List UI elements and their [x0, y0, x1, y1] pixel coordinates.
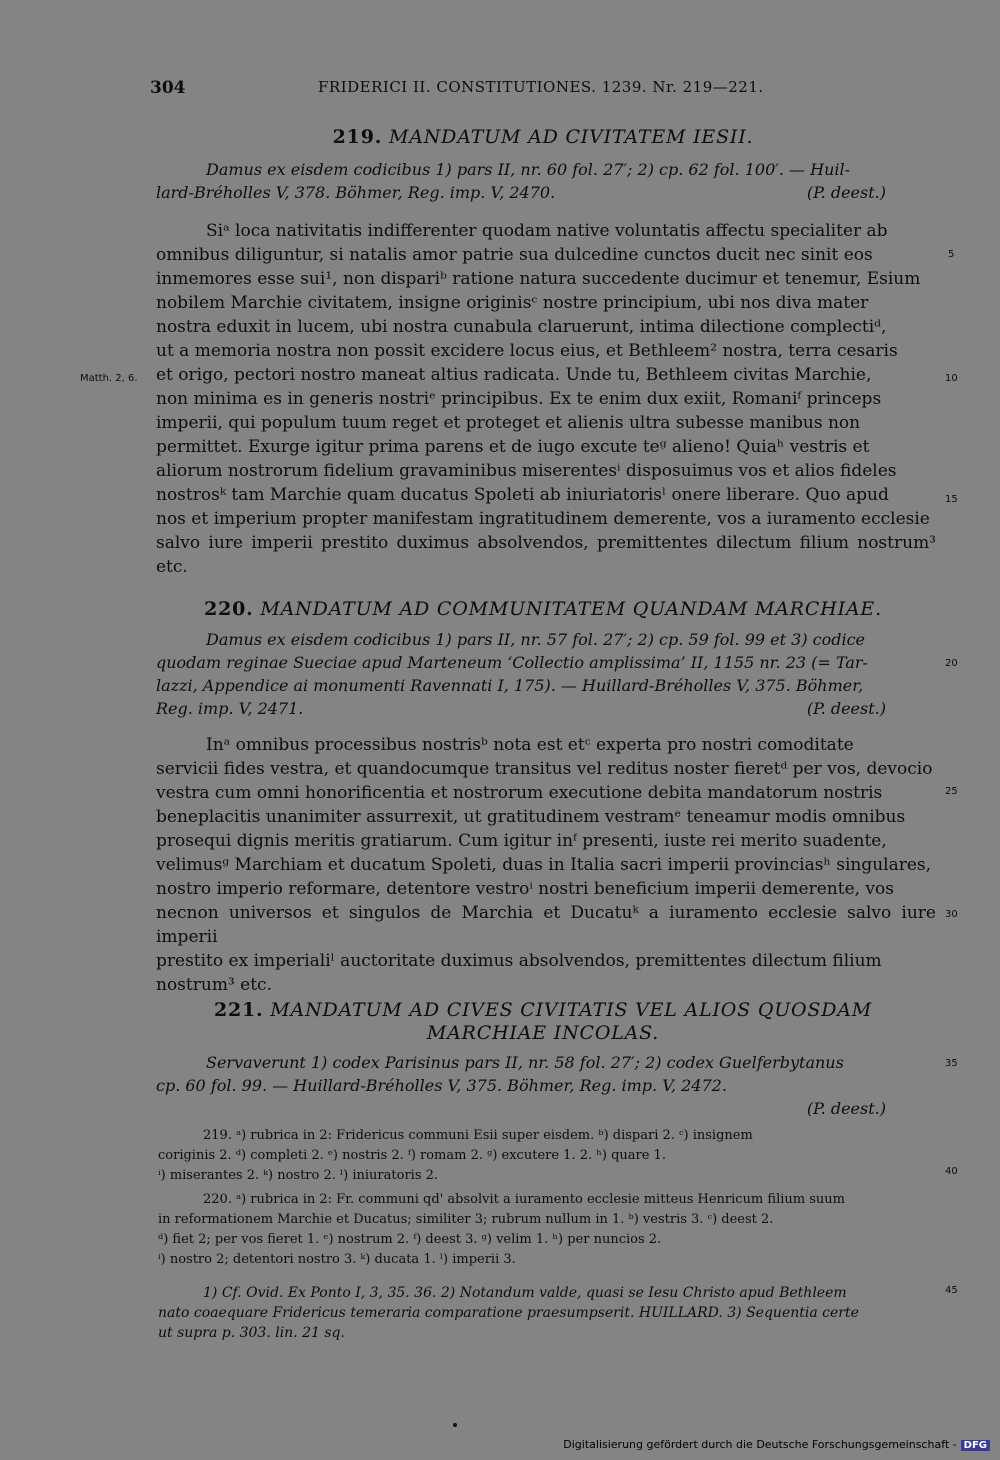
- text-line: non minima es in generis nostriᵉ principibus. Ex te enim dux exiit, Romaniᶠ princeps: [156, 389, 882, 409]
- text-line: vestra cum omni honorificentia et nostrorum executione debita mandatorum nostris: [156, 783, 883, 803]
- doc-title-text: MANDATUM AD COMMUNITATEM QUANDAM MARCHIAE.: [260, 598, 882, 620]
- text-line: Siᵃ loca nativitatis indifferenter quodam native voluntatis affectu specialiter ab: [206, 221, 888, 241]
- note-line: ᵈ) fiet 2; per vos fieret 1. ᵉ) nostrum 2. ᶠ) deest 3. ᵍ) velim 1. ʰ) per nuncios 2.: [158, 1232, 662, 1247]
- text-line: beneplacitis unanimiter assurrexit, ut gratitudinem vestramᵉ teneamur modis omnibus: [156, 807, 906, 827]
- doc-221-title: [150, 999, 936, 1021]
- line-number: 35: [945, 1058, 958, 1069]
- dfg-logo: DFG: [961, 1440, 990, 1451]
- running-title: FRIDERICI II. CONSTITUTIONES. 1239. Nr. 219—221.: [318, 78, 764, 96]
- doc-number: 220.: [204, 598, 254, 620]
- text-line: nos et imperium propter manifestam ingratitudinem demerente, vos a iuramento ecclesie: [156, 509, 930, 529]
- source-line: quodam reginae Sueciae apud Marteneum ‘Collectio amplissima’ II, 1155 nr. 23 (= Tar-: [156, 653, 868, 672]
- text-line: nostra eduxit in lucem, ubi nostra cunabula claruerunt, intima dilectione complectiᵈ,: [156, 317, 887, 337]
- doc-number: 219.: [332, 126, 383, 148]
- line-number: 5: [948, 249, 955, 260]
- text-line: servicii fides vestra, et quandocumque transitus vel reditus noster fieretᵈ per vos, devocio: [156, 759, 933, 779]
- text-line: necnon universos et singulos de Marchia et Ducatuᵏ a iuramento ecclesie salvo iure imperii: [156, 903, 936, 947]
- line-number: 15: [945, 494, 958, 505]
- footnote-line: nato coaequare Fridericus temeraria comparatione praesumpserit. HUILLARD. 3) Sequentia certe: [158, 1305, 859, 1321]
- note-line: 219. ᵃ) rubrica in 2: Fridericus communi Esii super eisdem. ᵇ) dispari 2. ᶜ) insignem: [203, 1128, 753, 1143]
- line-number: 25: [945, 786, 958, 797]
- text-line: salvo iure imperii prestito duximus absolvendos, premittentes dilectum filium nostrum³ etc.: [156, 533, 936, 577]
- text-line: nostrum³ etc.: [156, 975, 272, 995]
- footnotes: [158, 1283, 938, 1343]
- ink-dot: [453, 1423, 457, 1427]
- line-number: 40: [945, 1166, 958, 1177]
- line-number: 45: [945, 1285, 958, 1296]
- source-line: Damus ex eisdem codicibus 1) pars II, nr. 57 fol. 27′; 2) cp. 59 fol. 99 et 3) codice: [206, 630, 866, 649]
- note-line: coriginis 2. ᵈ) completi 2. ᵉ) nostris 2. ᶠ) romam 2. ᵍ) excutere 1. 2. ʰ) quare 1.: [158, 1148, 666, 1163]
- text-line: nostrosᵏ tam Marchie quam ducatus Spoleti ab iniuriatorisˡ onere liberare. Quo apud: [156, 485, 889, 505]
- critical-notes-220: [158, 1190, 938, 1270]
- text-line: prosequi dignis meritis gratiarum. Cum igitur inᶠ presenti, iuste rei merito suadente,: [156, 831, 887, 851]
- line-number: 30: [945, 909, 958, 920]
- source-line: Servaverunt 1) codex Parisinus pars II, nr. 58 fol. 27′; 2) codex Guelferbytanus: [206, 1053, 844, 1072]
- line-number: 20: [945, 658, 958, 669]
- note-line: in reformationem Marchie et Ducatus; similiter 3; rubrum nullum in 1. ᵇ) vestris 3. ᶜ) deest 2.: [158, 1212, 774, 1227]
- footnote-line: ut supra p. 303. lin. 21 sq.: [158, 1325, 345, 1341]
- source-line: cp. 60 fol. 99. — Huillard-Bréholles V, 375. Böhmer, Reg. imp. V, 2472.: [156, 1076, 727, 1095]
- doc-220-text: [156, 733, 936, 997]
- text-line: Inᵃ omnibus processibus nostrisᵇ nota est etᶜ experta pro nostri comoditate: [206, 735, 854, 755]
- text-line: imperii, qui populum tuum reget et proteget et alienis ultra subesse manibus non: [156, 413, 861, 433]
- p-deest: (P. deest.): [806, 1099, 886, 1118]
- text-line: omnibus diliguntur, si natalis amor patrie sua dulcedine cunctos ducit nec sinit eos: [156, 245, 873, 265]
- footnote-line: 1) Cf. Ovid. Ex Ponto I, 3, 35. 36. 2) Notandum valde, quasi se Iesu Christo apud Bethleem: [203, 1285, 847, 1301]
- text-line: aliorum nostrorum fidelium gravaminibus miserentesⁱ disposuimus vos et alios fideles: [156, 461, 897, 481]
- critical-notes-219: [158, 1126, 938, 1186]
- text-line: nostro imperio reformare, detentore vestroⁱ nostri beneficium imperii demerente, vos: [156, 879, 894, 899]
- text-line: permittet. Exurge igitur prima parens et de iugo excute teᵍ alieno! Quiaʰ vestris et: [156, 437, 870, 457]
- p-deest: (P. deest.): [806, 699, 886, 718]
- source-line: Damus ex eisdem codicibus 1) pars II, nr. 60 fol. 27′; 2) cp. 62 fol. 100′. — Huil-: [206, 160, 851, 179]
- doc-221-title-cont: MARCHIAE INCOLAS.: [426, 1022, 660, 1044]
- doc-number: 221.: [213, 999, 264, 1021]
- source-line: lard-Bréholles V, 378. Böhmer, Reg. imp. V, 2470. (P. deest.): [156, 181, 936, 204]
- source-line: Reg. imp. V, 2471. (P. deest.): [156, 697, 936, 720]
- note-line: ⁱ) miserantes 2. ᵏ) nostro 2. ˡ) iniuratoris 2.: [158, 1168, 439, 1183]
- doc-title-text: MANDATUM AD CIVITATEM IESII.: [388, 126, 754, 148]
- note-line: ⁱ) nostro 2; detentori nostro 3. ᵏ) ducata 1. ˡ) imperii 3.: [158, 1252, 516, 1267]
- line-number: 10: [945, 373, 958, 384]
- digitization-credit: [563, 1438, 990, 1451]
- text-line: ut a memoria nostra non possit excidere locus eius, et Bethleem² nostra, terra cesaris: [156, 341, 898, 361]
- doc-219-title: [150, 126, 936, 148]
- text-line: inmemores esse sui¹, non dispariᵇ ratione natura succedente ducimur et tenemur, Esium: [156, 269, 921, 289]
- source-line: lazzi, Appendice ai monumenti Ravennati I, 175). — Huillard-Bréholles V, 375. Böhmer,: [156, 676, 864, 695]
- text-line: nobilem Marchie civitatem, insigne originisᶜ nostre principium, ubi nos diva mater: [156, 293, 869, 313]
- margin-reference: Matth. 2, 6.: [80, 373, 138, 384]
- text-line: velimusᵍ Marchiam et ducatum Spoleti, duas in Italia sacri imperii provinciasʰ singulares,: [156, 855, 932, 875]
- text-line: et origo, pectori nostro maneat altius radicata. Unde tu, Bethleem civitas Marchie,: [156, 365, 872, 385]
- text-line: prestito ex imperialiˡ auctoritate duximus absolvendos, premittentes dilectum filium: [156, 951, 882, 971]
- doc-220-source: [156, 628, 936, 720]
- page-number: 304: [150, 78, 186, 98]
- doc-title-text: MANDATUM AD CIVES CIVITATIS VEL ALIOS QUOSDAM: [270, 999, 873, 1021]
- doc-221-source: [156, 1051, 936, 1120]
- doc-219-text: [156, 219, 936, 579]
- credit-text: Digitalisierung gefördert durch die Deutsche Forschungsgemeinschaft -: [563, 1438, 957, 1451]
- note-line: 220. ᵃ) rubrica in 2: Fr. communi qd' absolvit a iuramento ecclesie mitteus Henricum filium suum: [203, 1192, 845, 1207]
- p-deest: (P. deest.): [806, 183, 886, 202]
- doc-220-title: [150, 598, 936, 620]
- doc-219-source: [156, 158, 936, 204]
